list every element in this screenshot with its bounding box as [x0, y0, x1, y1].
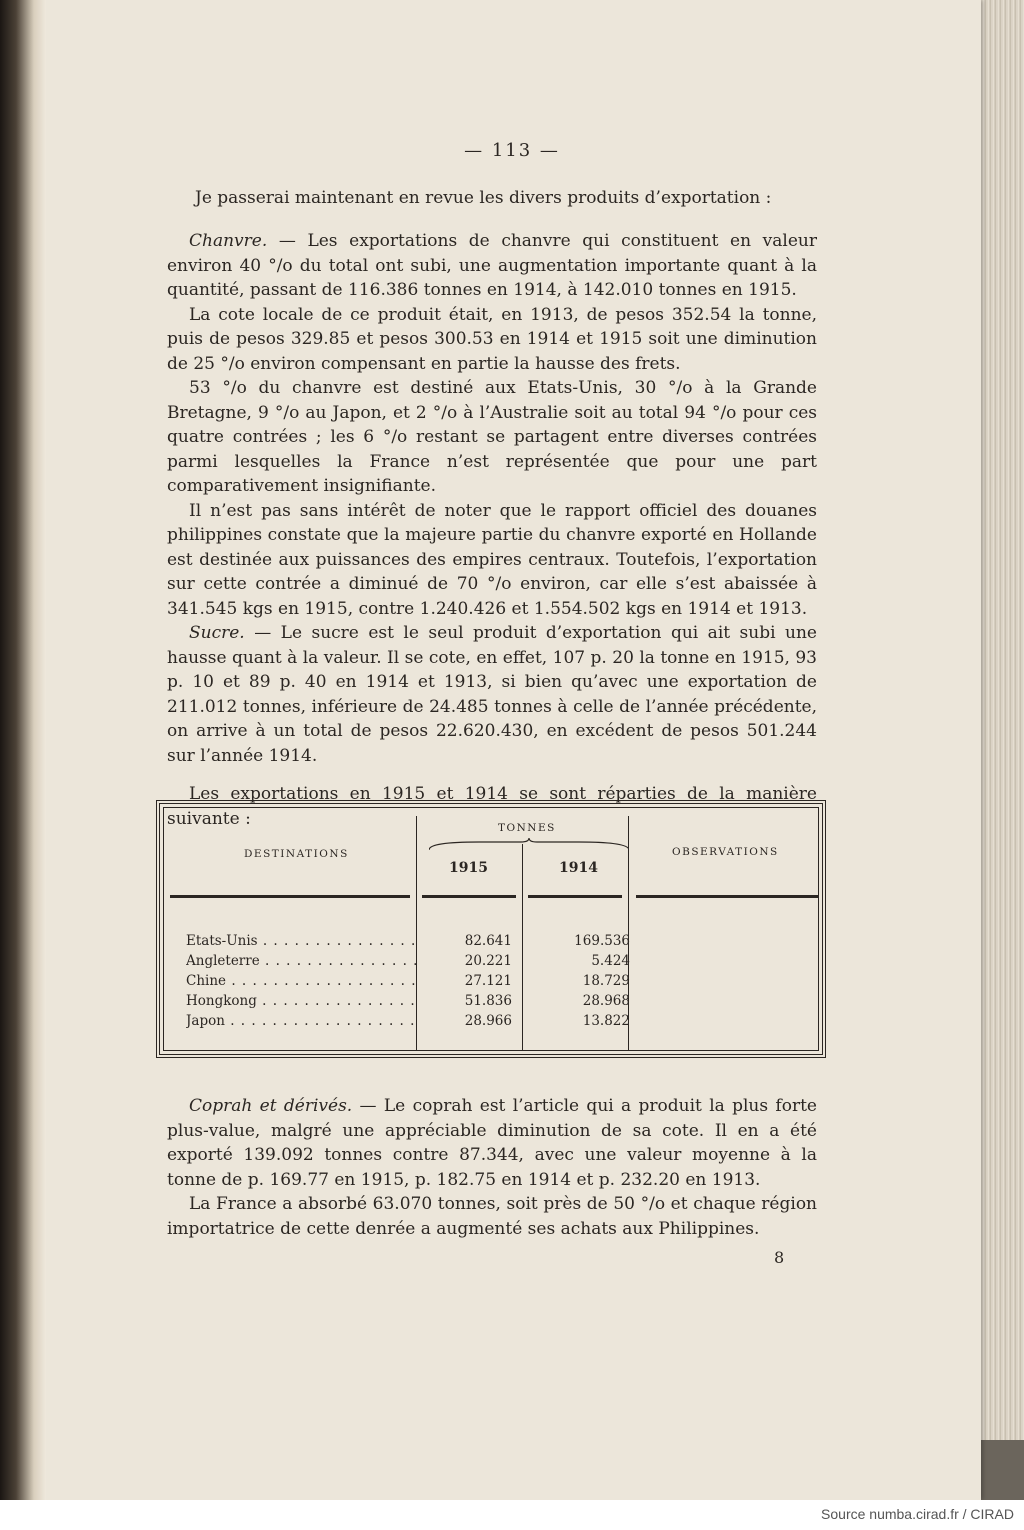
- table-row: [186, 993, 806, 1013]
- sucre-paragraph-2: Les exportations en 1915 et 1914 se sont réparties de la manière suivante :: [167, 784, 817, 829]
- left-page-edge: [0, 0, 46, 1500]
- chanvre-heading: Chanvre.: [189, 231, 268, 251]
- value-1914-cell: 5.424: [591, 953, 630, 969]
- header-rule: [422, 895, 516, 898]
- signature-mark: 8: [774, 1248, 785, 1267]
- chanvre-paragraph-3: 53 °/o du chanvre est destiné aux Etats-Unis, 30 °/o à la Grande Bretagne, 9 °/o au Japon, et 2 °/o à l’Australie soit au total 94 °/o pour ces quatre contrées ; les 6 °/o restant se partagent entre diverses contrées parmi lesquelles la France n’est représentée que pour une part comparativement insignifiante.: [167, 378, 817, 496]
- header-1915: 1915: [449, 860, 488, 876]
- chanvre-paragraph-4: Il n’est pas sans intérêt de noter que le rapport officiel des douanes philippines constate que la majeure partie du chanvre exporté en Hollande est destinée aux puissances des empires centraux. Toutefois, l’exportation sur cette contrée a diminué de 70 °/o environ, car elle s’est abaissée à 341.545 kgs en 1915, contre 1.240.426 et 1.554.502 kgs en 1914 et 1913.: [167, 500, 817, 619]
- value-1915-cell: 51.836: [464, 993, 512, 1009]
- destination-cell: Chine . . .: [186, 973, 418, 989]
- section-coprah: [167, 1094, 817, 1241]
- header-rule: [528, 895, 622, 898]
- header-observations: OBSERVATIONS: [672, 846, 779, 858]
- destination-cell: Angleterre . . .: [186, 953, 418, 969]
- coprah-heading: Coprah et dérivés.: [189, 1096, 353, 1116]
- value-1915-cell: 20.221: [464, 953, 512, 969]
- coprah-paragraph-1: — Le coprah est l’article qui a produit la plus forte plus-value, malgré une appréciable diminution de sa cote. Il en a été exporté 139.092 tonnes contre 87.344, avec une valeur moyenne à la tonne de p. 169.77 en 1915, p. 182.75 en 1914 et p. 232.20 en 1913.: [167, 1096, 817, 1190]
- value-1914-cell: 13.822: [582, 1013, 630, 1029]
- header-rule: [170, 895, 410, 898]
- table-inner-frame: [163, 807, 819, 1051]
- page-number: — 113 —: [464, 140, 560, 161]
- exports-table: [156, 800, 826, 1058]
- destination-cell: Hongkong . . .: [186, 993, 418, 1009]
- value-1914-cell: 28.968: [582, 993, 630, 1009]
- sucre-heading: Sucre.: [189, 623, 245, 643]
- chanvre-paragraph-1: — Les exportations de chanvre qui constituent en valeur environ 40 °/o du total ont subi, une augmentation importante quant à la quantité, passant de 116.386 tonnes en 1914, à 142.010 tonnes en 1915.: [167, 231, 817, 300]
- header-1914: 1914: [559, 860, 598, 876]
- source-credit: Source numba.cirad.fr / CIRAD: [821, 1506, 1014, 1522]
- coprah-paragraph-2: La France a absorbé 63.070 tonnes, soit près de 50 °/o et chaque région importatrice de cette denrée a augmenté ses achats aux Philippines.: [167, 1194, 817, 1239]
- header-destinations: DESTINATIONS: [244, 848, 349, 860]
- table-row: [186, 933, 806, 953]
- chanvre-paragraph-2: La cote locale de ce produit était, en 1913, de pesos 352.54 la tonne, puis de pesos 329.85 et pesos 300.53 en 1914 et 1915 soit une diminution de 25 °/o environ compensant en partie la hausse des frets.: [167, 304, 817, 374]
- section-chanvre: [167, 229, 817, 621]
- table-row: [186, 953, 806, 973]
- value-1915-cell: 27.121: [464, 973, 512, 989]
- destination-cell: Japon . . .: [186, 1013, 418, 1029]
- value-1915-cell: 28.966: [464, 1013, 512, 1029]
- header-rule: [636, 895, 818, 898]
- header-tonnes: TONNES: [498, 822, 556, 834]
- tonnes-brace: [429, 838, 629, 852]
- value-1915-cell: 82.641: [464, 933, 512, 949]
- intro-line: Je passerai maintenant en revue les divers produits d’exportation :: [195, 188, 772, 208]
- value-1914-cell: 169.536: [574, 933, 630, 949]
- table-row: [186, 973, 806, 993]
- table-row: [186, 1013, 806, 1033]
- source-footer: [0, 1500, 1024, 1530]
- destination-cell: Etats-Unis . . .: [186, 933, 418, 949]
- value-1914-cell: 18.729: [582, 973, 630, 989]
- sucre-paragraph-1: — Le sucre est le seul produit d’exportation qui ait subi une hausse quant à la valeur. Il se cote, en effet, 107 p. 20 la tonne en 1915, 93 p. 10 et 89 p. 40 en 1914 et 1913, si bien qu’avec une exportation de 211.012 tonnes, inférieure de 24.485 tonnes à celle de l’année précédente, on arrive à un total de pesos 22.620.430, en excédent de pesos 501.244 sur l’année 1914.: [167, 623, 817, 766]
